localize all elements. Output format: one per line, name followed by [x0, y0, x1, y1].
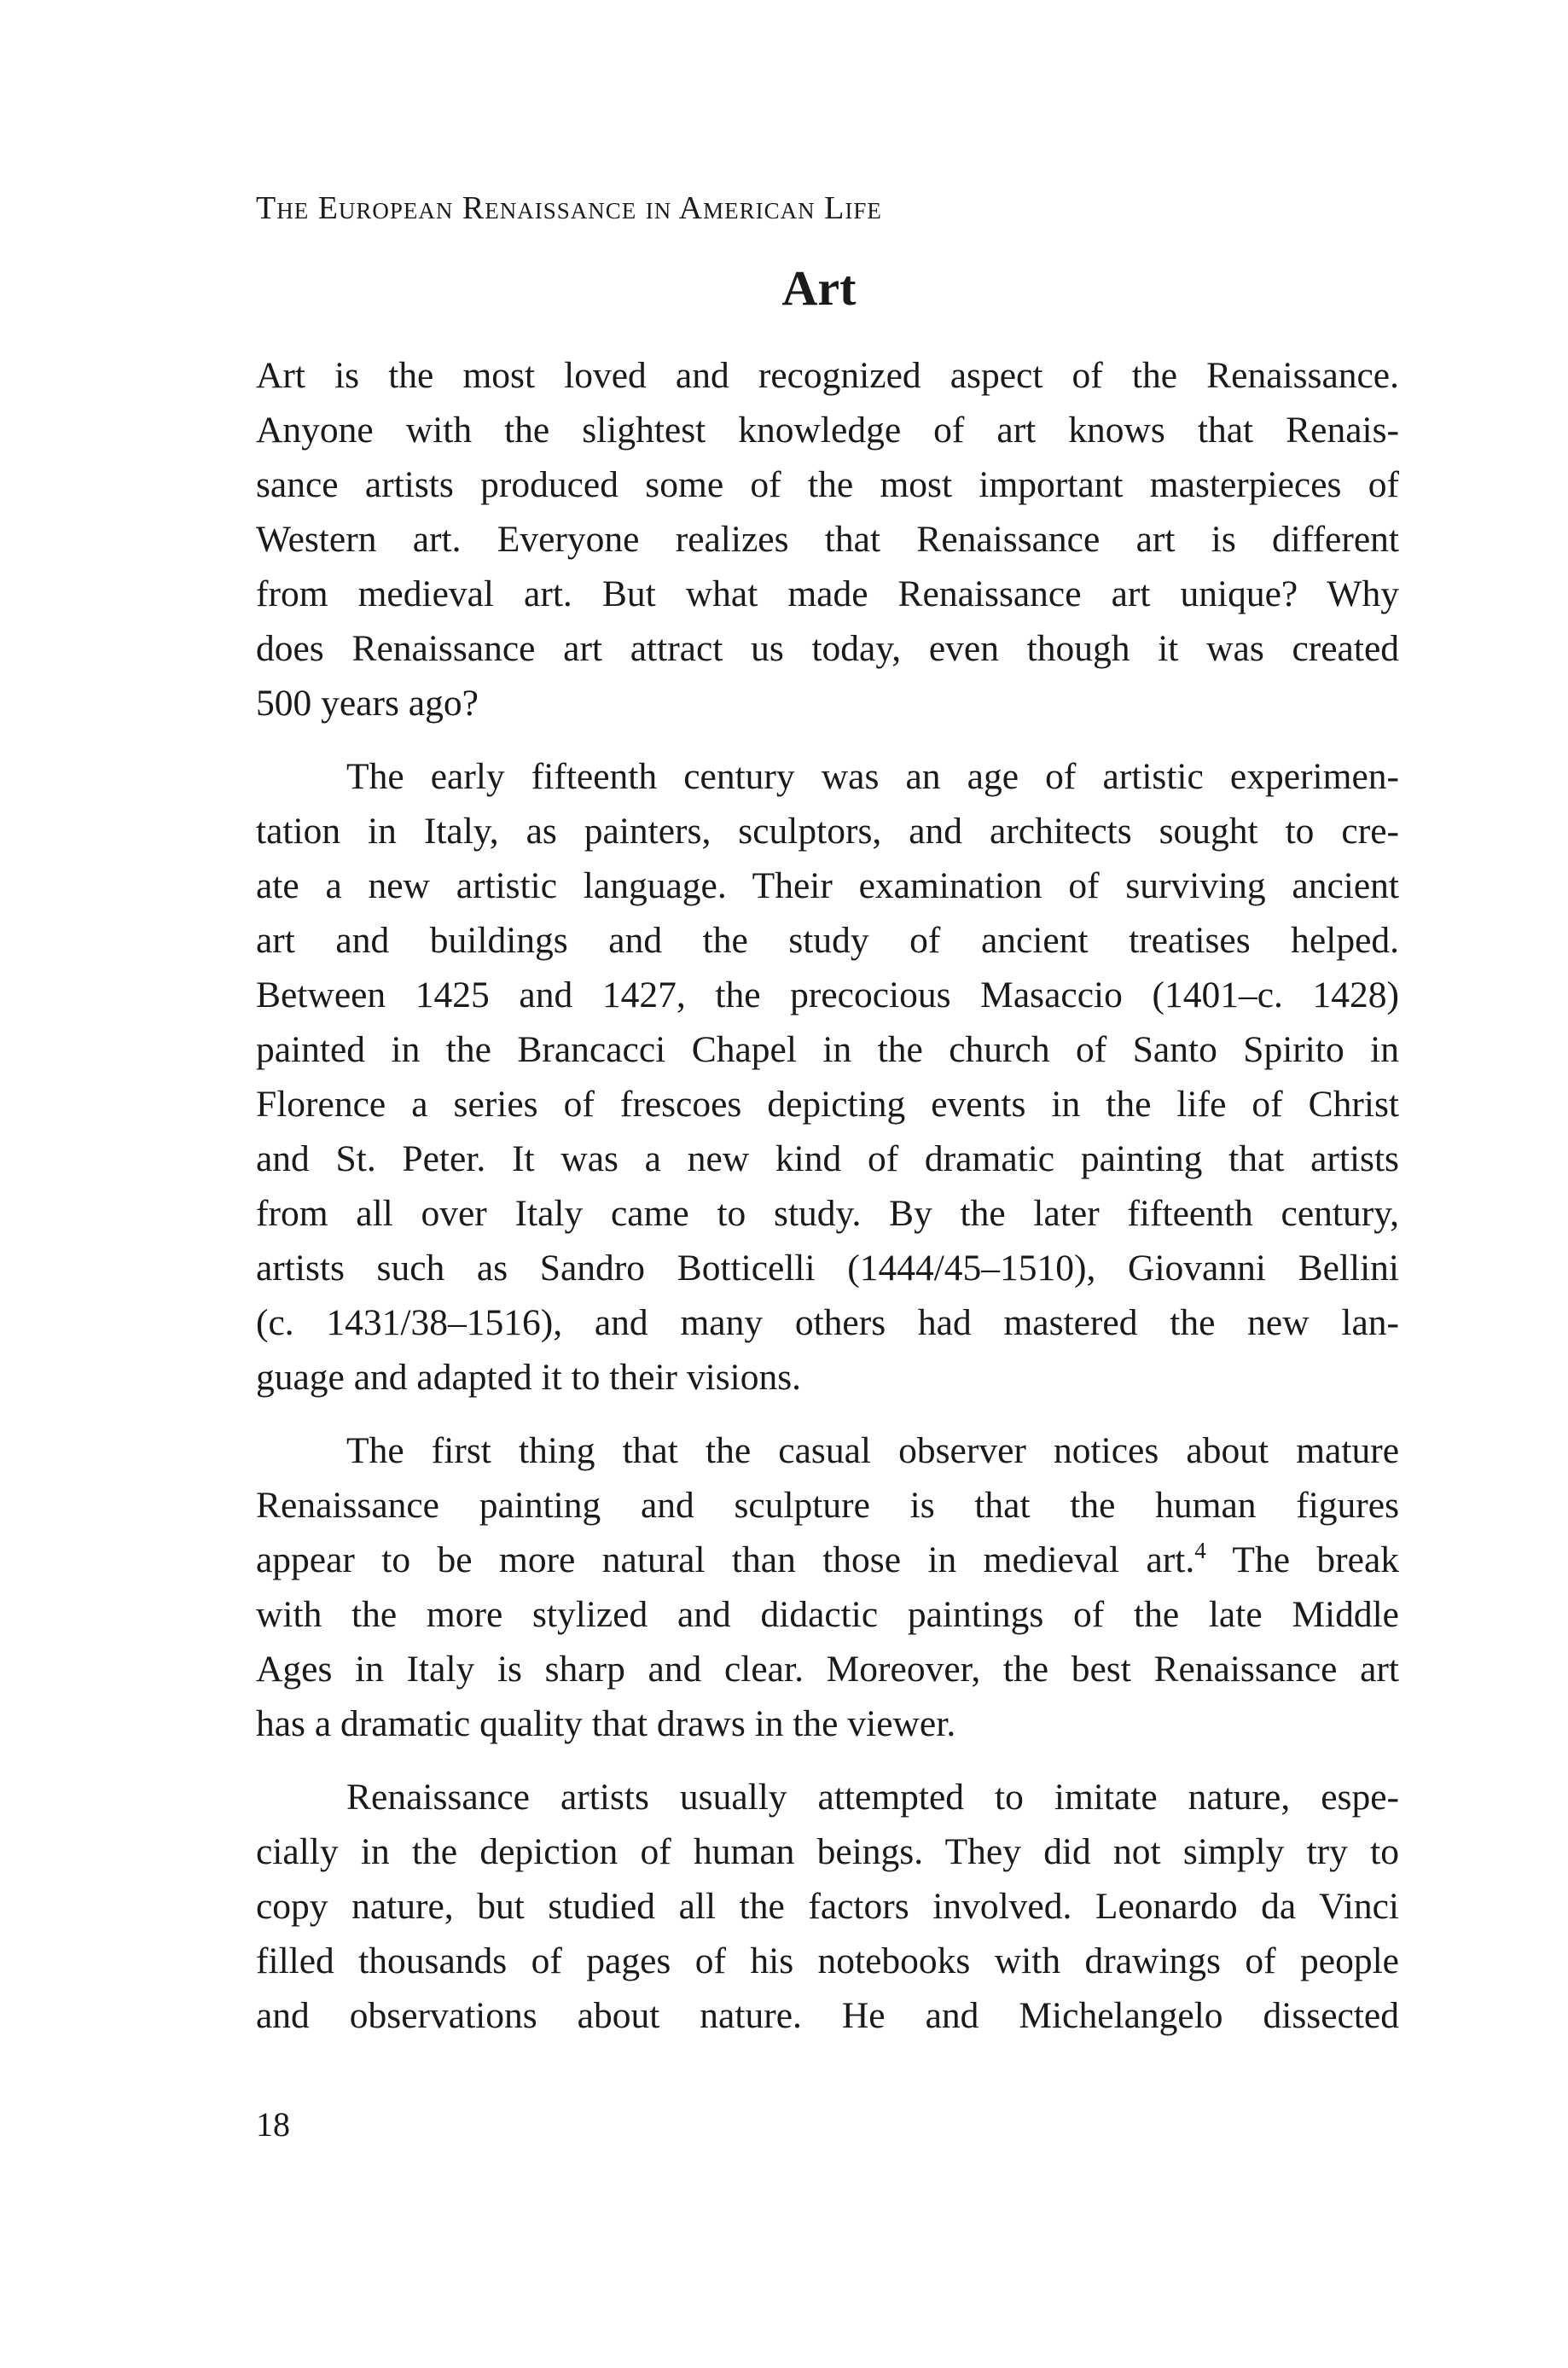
text-line: tation in Italy, as painters, sculptors, and architects sought to cre-: [256, 811, 1399, 852]
text-line: from medieval art. But what made Renaissance art unique? Why: [256, 573, 1399, 614]
text-line: filled thousands of pages of his notebooks with drawings of people: [256, 1940, 1399, 1981]
section-title: Art: [781, 260, 857, 316]
text-line: The early fifteenth century was an age of artistic experimen-: [346, 756, 1399, 797]
text-line: The first thing that the casual observer notices about mature: [346, 1430, 1399, 1471]
text-line: sance artists produced some of the most important masterpieces of: [256, 464, 1399, 505]
text-line: (c. 1431/38–1516), and many others had mastered the new lan-: [256, 1302, 1399, 1343]
text-line: and St. Peter. It was a new kind of dramatic painting that artists: [256, 1138, 1399, 1179]
text-line: from all over Italy came to study. By the later fifteenth century,: [256, 1193, 1399, 1234]
paragraph-3: [256, 1423, 1399, 1751]
text-line: cially in the depiction of human beings. They did not simply try to: [256, 1831, 1399, 1872]
text-line: with the more stylized and didactic paintings of the late Middle: [256, 1594, 1399, 1635]
text-line: guage and adapted it to their visions.: [256, 1357, 802, 1398]
text-line-with-footnote: [256, 1533, 1399, 1587]
text-line: Art is the most loved and recognized aspect of the Renaissance.: [256, 355, 1399, 396]
text-fragment: The break: [1205, 1539, 1400, 1580]
paragraph-2: [256, 749, 1399, 1405]
text-line: Anyone with the slightest knowledge of art knows that Renais-: [256, 410, 1399, 451]
page-number: 18: [256, 2105, 290, 2144]
text-line: Florence a series of frescoes depicting events in the life of Christ: [256, 1084, 1399, 1125]
text-line: does Renaissance art attract us today, even though it was created: [256, 628, 1399, 669]
text-line: copy nature, but studied all the factors involved. Leonardo da Vinci: [256, 1886, 1399, 1927]
text-line: has a dramatic quality that draws in the viewer.: [256, 1703, 956, 1744]
text-line: Between 1425 and 1427, the precocious Masaccio (1401–c. 1428): [256, 975, 1399, 1015]
footnote-ref[interactable]: 4: [1194, 1538, 1206, 1563]
text-line: art and buildings and the study of ancient treatises helped.: [256, 920, 1399, 961]
running-head: The European Renaissance in American Life: [256, 190, 882, 226]
text-line: 500 years ago?: [256, 683, 479, 724]
text-line: Ages in Italy is sharp and clear. Moreover, the best Renaissance art: [256, 1649, 1399, 1690]
text-line: Renaissance artists usually attempted to imitate nature, espe-: [346, 1777, 1399, 1818]
paragraph-1: [256, 348, 1399, 730]
text-line: artists such as Sandro Botticelli (1444/45–1510), Giovanni Bellini: [256, 1248, 1399, 1289]
text-fragment: appear to be more natural than those in medieval art.: [256, 1539, 1195, 1580]
paragraph-4: [256, 1770, 1399, 2043]
text-line: painted in the Brancacci Chapel in the church of Santo Spirito in: [256, 1029, 1399, 1070]
text-line: Renaissance painting and sculpture is that the human figures: [256, 1485, 1399, 1526]
body-text: [256, 348, 1399, 2043]
text-line: Western art. Everyone realizes that Renaissance art is different: [256, 519, 1399, 560]
text-line: and observations about nature. He and Michelangelo dissected: [256, 1995, 1399, 2036]
text-line: ate a new artistic language. Their examination of surviving ancient: [256, 865, 1399, 906]
